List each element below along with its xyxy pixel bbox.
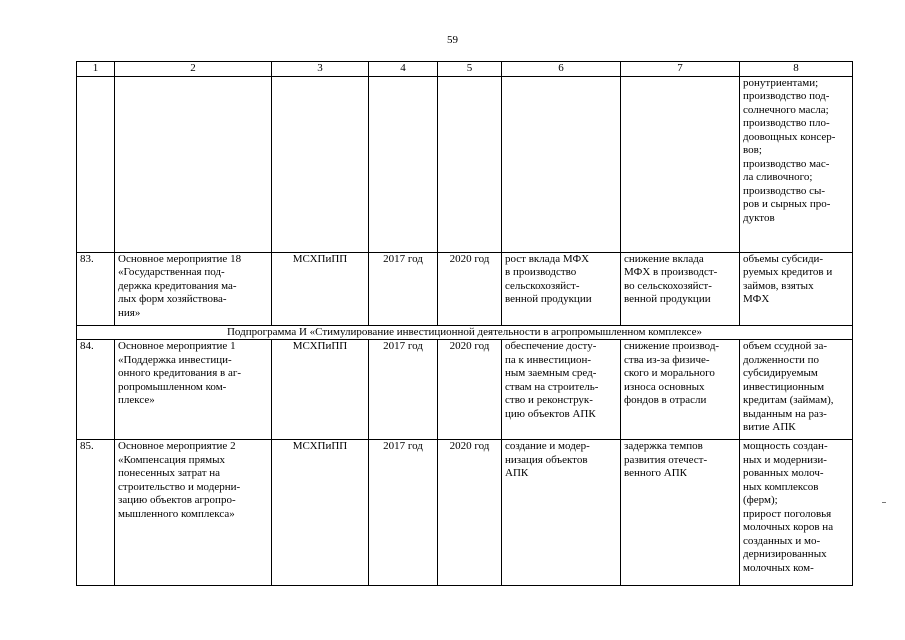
empty-cell bbox=[502, 76, 621, 252]
column-number: 5 bbox=[438, 62, 502, 77]
result-cell: рост вклада МФХ в производство сельскохозяйст- венной продукции bbox=[502, 252, 621, 325]
column-number: 3 bbox=[272, 62, 369, 77]
consequence-cell: задержка темпов развития отечест- венного АПК bbox=[621, 440, 740, 586]
table-row bbox=[77, 440, 853, 586]
empty-cell bbox=[621, 76, 740, 252]
consequence-cell: снижение производ- ства из-за физиче- ского и морального износа основных фондов в отрасли bbox=[621, 340, 740, 440]
column-number: 2 bbox=[115, 62, 272, 77]
column-numbers-row bbox=[77, 62, 853, 77]
result-cell: создание и модер- низация объектов АПК bbox=[502, 440, 621, 586]
row-number-cell: 84. bbox=[77, 340, 115, 440]
indicator-cell: объемы субсиди- руемых кредитов и займов, взятых МФХ bbox=[740, 252, 853, 325]
column-number: 1 bbox=[77, 62, 115, 77]
start-year-cell: 2017 год bbox=[369, 440, 438, 586]
measure-cell: Основное мероприятие 2 «Компенсация прямых понесенных затрат на строительство и модерни- зацию объектов агропро- мышленного комплекса» bbox=[115, 440, 272, 586]
empty-cell bbox=[77, 76, 115, 252]
indicator-cell: ронутриентами; производство под- солнечного масла; производство пло- доовощных консер- вов; производство мас- ла сливочного; производство сы- ров и сырных про- дуктов bbox=[740, 76, 853, 252]
executor-cell: МСХПиПП bbox=[272, 440, 369, 586]
empty-cell bbox=[369, 76, 438, 252]
end-year-cell: 2020 год bbox=[438, 340, 502, 440]
start-year-cell: 2017 год bbox=[369, 252, 438, 325]
end-year-cell: 2020 год bbox=[438, 252, 502, 325]
indicator-cell: объем ссудной за- долженности по субсидируемым инвестиционным кредитам (займам), выданным на раз- витие АПК bbox=[740, 340, 853, 440]
continuation-row bbox=[77, 76, 853, 252]
row-number-cell: 85. bbox=[77, 440, 115, 586]
end-year-cell: 2020 год bbox=[438, 440, 502, 586]
table-row bbox=[77, 252, 853, 325]
column-number: 6 bbox=[502, 62, 621, 77]
table-row bbox=[77, 340, 853, 440]
empty-cell bbox=[438, 76, 502, 252]
measure-cell: Основное мероприятие 1 «Поддержка инвестици- онного кредитования в аг- ропромышленном ком- плексе» bbox=[115, 340, 272, 440]
program-measures-table bbox=[76, 61, 853, 586]
result-cell: обеспечение досту- па к инвестицион- ным заемным сред- ствам на строитель- ство и реконструк- цию объектов АПК bbox=[502, 340, 621, 440]
row-number-cell: 83. bbox=[77, 252, 115, 325]
margin-mark bbox=[882, 502, 886, 503]
page-number: 59 bbox=[447, 34, 458, 46]
measure-cell: Основное мероприятие 18 «Государственная под- держка кредитования ма- лых форм хозяйствова- ния» bbox=[115, 252, 272, 325]
executor-cell: МСХПиПП bbox=[272, 252, 369, 325]
subprogram-row bbox=[77, 325, 853, 340]
column-number: 4 bbox=[369, 62, 438, 77]
empty-cell bbox=[115, 76, 272, 252]
column-number: 8 bbox=[740, 62, 853, 77]
consequence-cell: снижение вклада МФХ в производст- во сельскохозяйст- венной продукции bbox=[621, 252, 740, 325]
subprogram-title: Подпрограмма И «Стимулирование инвестиционной деятельности в агропромышленном комплексе» bbox=[77, 325, 853, 340]
column-number: 7 bbox=[621, 62, 740, 77]
indicator-cell: мощность создан- ных и модернизи- рованных молоч- ных комплексов (ферм); прирост поголовья молочных коров на созданных и мо- дернизированных молочных ком- bbox=[740, 440, 853, 586]
empty-cell bbox=[272, 76, 369, 252]
start-year-cell: 2017 год bbox=[369, 340, 438, 440]
executor-cell: МСХПиПП bbox=[272, 340, 369, 440]
